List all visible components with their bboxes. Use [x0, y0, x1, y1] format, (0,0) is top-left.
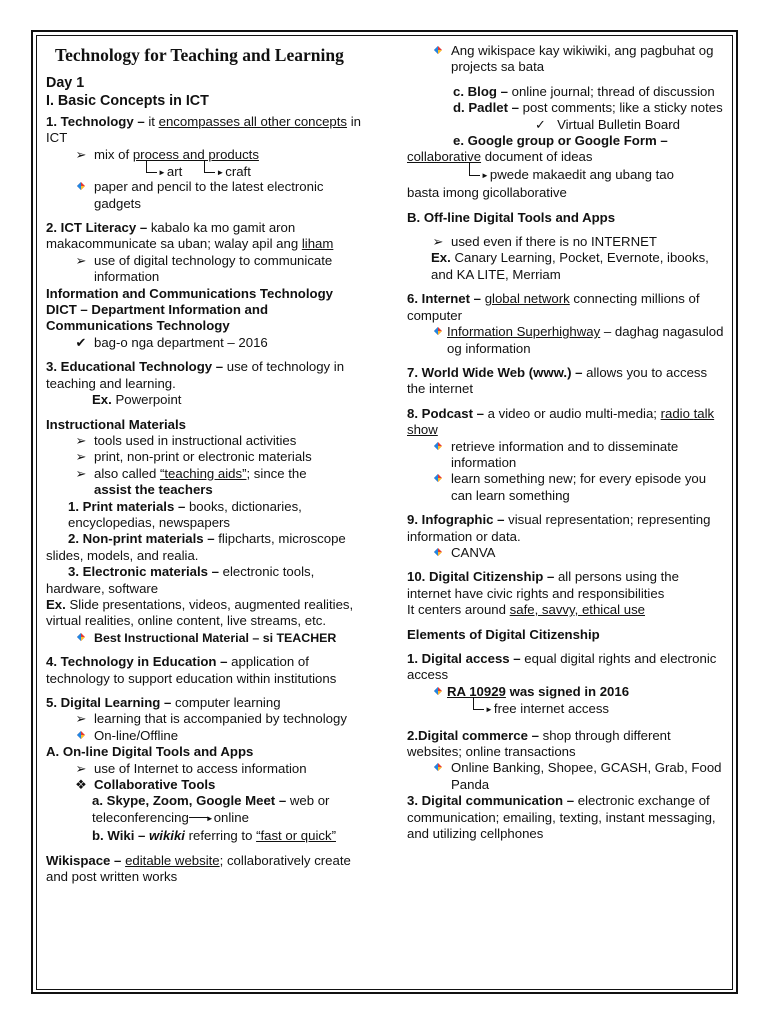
electronic-materials-example: Ex. Slide presentations, videos, augmented realities, virtual realities, online content, live streams, etc.	[46, 596, 354, 629]
list-item: ➢ mix of process and products	[46, 147, 364, 163]
ict-literacy-definition: 2. ICT Literacy – kabalo ka mo gamit aron makacommunicate sa uban; walay apil ang liham	[46, 220, 334, 252]
non-print-materials: 2. Non-print materials – flipcharts, microscope slides, models, and realia.	[46, 531, 346, 563]
art-craft-branch: ►art ►craft	[46, 163, 364, 179]
padlet-definition: d. Padlet – post comments; like a sticky notes	[453, 100, 723, 116]
colored-arrow-bullet-icon	[429, 684, 447, 700]
list-item: Best Instructional Material – si TEACHER	[46, 630, 364, 646]
list-item: ➢ tools used in instructional activities	[46, 433, 364, 449]
instructional-materials-heading: Instructional Materials	[46, 416, 186, 432]
arrowhead-bullet-icon: ➢	[75, 465, 87, 481]
colored-arrow-bullet-icon	[429, 471, 447, 487]
list-item: learn something new; for every episode you can learn something	[407, 471, 725, 504]
list-item: ➢ learning that is accompanied by technology	[46, 711, 364, 727]
elbow-arrow-icon	[469, 163, 480, 176]
arrowhead-bullet-icon: ➢	[75, 432, 87, 448]
list-item: ✔ bag-o nga department – 2016	[46, 335, 364, 351]
www-definition: 7. World Wide Web (www.) – allows you to access the internet	[407, 364, 708, 397]
list-item: ➢ used even if there is no INTERNET	[407, 234, 725, 250]
electronic-materials: 3. Electronic materials – electronic tools, hardware, software	[46, 564, 315, 596]
digital-citizenship-focus: It centers around safe, savvy, ethical use	[407, 602, 645, 618]
digital-citizenship-definition: 10. Digital Citizenship – all persons using the internet have civic rights and responsibilities	[407, 569, 679, 601]
wiki-definition: b. Wiki – wikiki referring to “fast or quick”	[92, 828, 336, 844]
arrowhead-bullet-icon: ➢	[75, 252, 87, 268]
page-title: Technology for Teaching and Learning	[55, 45, 344, 65]
digital-learning: 5. Digital Learning – computer learning	[46, 695, 281, 710]
list-item: Online Banking, Shopee, GCASH, Grab, Food Panda	[407, 760, 725, 793]
elbow-arrow-icon	[204, 160, 215, 173]
colored-arrow-bullet-icon	[429, 760, 447, 776]
list-item: On-line/Offline	[46, 728, 364, 744]
elbow-arrow-icon	[146, 160, 157, 173]
list-item: retrieve information and to disseminate information	[407, 439, 725, 472]
list-item: paper and pencil to the latest electronic gadgets	[46, 179, 364, 212]
checkmark-icon: ✔	[75, 334, 87, 350]
virtual-bulletin-board: ✓ Virtual Bulletin Board	[535, 116, 680, 132]
colored-arrow-bullet-icon	[72, 630, 90, 646]
offline-example: Ex. Canary Learning, Pocket, Evernote, ibooks, and KA LITE, Merriam	[431, 250, 709, 282]
edtech-example: Ex. Powerpoint	[92, 392, 182, 408]
list-item: ❖ Collaborative Tools	[46, 777, 364, 793]
list-item: ➢ print, non-print or electronic materials	[46, 449, 364, 465]
internet-definition: 6. Internet – global network connecting millions of computer	[407, 291, 700, 323]
arrowhead-bullet-icon: ➢	[432, 234, 444, 250]
educational-technology-definition: 3. Educational Technology – use of technology in teaching and learning.	[46, 359, 345, 391]
podcast-definition: 8. Podcast – a video or audio multi-media; radio talk show	[407, 405, 715, 438]
free-internet-access: ►free internet access	[407, 700, 725, 719]
list-item: ➢ use of digital technology to communicate information	[46, 253, 364, 286]
online-tools-heading: A. On-line Digital Tools and Apps	[46, 744, 254, 760]
dict-line1: DICT – Department Information and	[46, 302, 269, 318]
digital-access: 1. Digital access – equal digital rights and electronic access	[407, 651, 717, 683]
elbow-arrow-icon	[473, 697, 484, 710]
dict-line2: Communications Technology	[46, 318, 230, 334]
arrowhead-bullet-icon: ➢	[75, 146, 87, 162]
digital-commerce: 2.Digital commerce – shop through different websites; online transactions	[407, 727, 671, 760]
ict-full-name: Information and Communications Technology	[46, 285, 333, 301]
diamond-bullet-icon: ❖	[75, 777, 87, 793]
digital-communication: 3. Digital communication – electronic exchange of communication; emailing, texting, instant messaging, and utilizing cellphones	[407, 793, 716, 842]
list-item: CANVA	[407, 545, 725, 561]
offline-tools-heading: B. Off-line Digital Tools and Apps	[407, 209, 616, 225]
arrowhead-bullet-icon: ➢	[75, 449, 87, 465]
colored-arrow-bullet-icon	[429, 545, 447, 561]
colored-arrow-bullet-icon	[429, 43, 447, 59]
checkmark-icon: ✓	[535, 116, 547, 132]
google-group-note-2: basta imong gicollaborative	[407, 185, 567, 201]
blog-definition: c. Blog – online journal; thread of discussion	[453, 83, 715, 99]
list-item: ➢ also called “teaching aids”; since the assist the teachers	[46, 466, 364, 499]
google-group-definition: e. Google group or Google Form – collaborative document of ideas	[407, 133, 668, 165]
technology-in-education: 4. Technology in Education – application of technology to support education within institutions	[46, 654, 337, 686]
colored-arrow-bullet-icon	[72, 728, 90, 744]
section-basic-concepts: I. Basic Concepts in ICT	[46, 93, 209, 109]
right-column	[407, 43, 725, 842]
arrowhead-bullet-icon: ➢	[75, 711, 87, 727]
left-column	[46, 40, 364, 885]
day-heading: Day 1	[46, 75, 85, 91]
print-materials: 1. Print materials – books, dictionaries, encyclopedias, newspapers	[68, 498, 302, 530]
colored-arrow-bullet-icon	[429, 439, 447, 455]
google-group-note: ►pwede makaedit ang ubang tao	[407, 166, 725, 185]
skype-zoom-meet: a. Skype, Zoom, Google Meet – web or teleconferencing ►online	[92, 793, 330, 825]
list-item: ➢ use of Internet to access information	[46, 761, 364, 777]
list-item: Information Superhighway – daghag nagasulod og information	[407, 324, 725, 357]
arrowhead-bullet-icon: ➢	[75, 760, 87, 776]
colored-arrow-bullet-icon	[429, 324, 447, 340]
elements-heading: Elements of Digital Citizenship	[407, 626, 600, 642]
infographic-definition: 9. Infographic – visual representation; representing information or data.	[407, 512, 711, 544]
technology-definition: 1. Technology – it encompasses all other concepts in ICT	[46, 114, 361, 146]
wikispace-definition: Wikispace – editable website; collaboratively create and post written works	[46, 852, 351, 885]
list-item: Ang wikispace kay wikiwiki, ang pagbuhat og projects sa bata	[407, 43, 725, 76]
list-item: RA 10929 was signed in 2016	[407, 684, 725, 700]
colored-arrow-bullet-icon	[72, 179, 90, 195]
